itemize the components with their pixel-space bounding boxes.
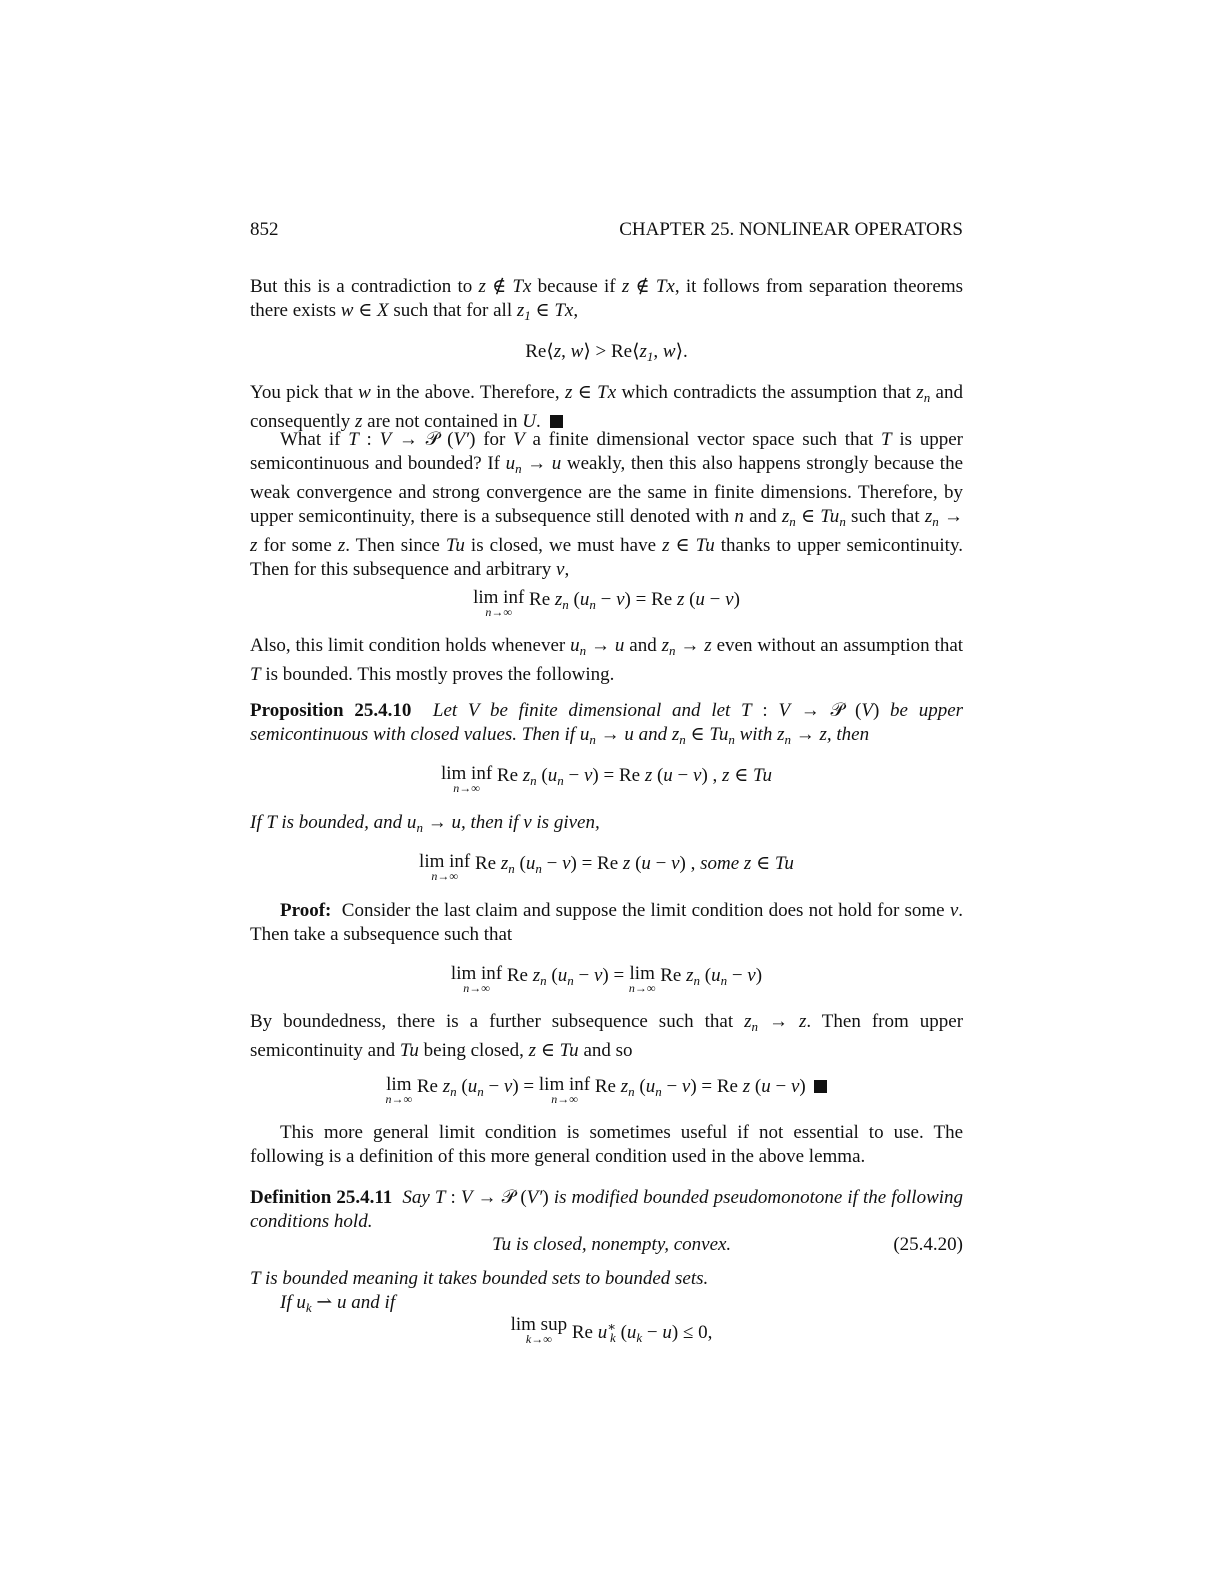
qed-symbol xyxy=(814,1080,827,1093)
equation-liminf-3: lim inf n→∞ Re $z_n$ $(u_n - v) = Re$ z (u − v) , some z ∈ Tu xyxy=(419,851,794,883)
equation-25-4-20 xyxy=(250,1233,963,1257)
paragraph-contradiction: But this is a contradiction to z ∉ Tx because if z ∉ Tx, it follows from separation theorems there exists w ∈ X such that for all $z_1$ ∈ Tx, xyxy=(250,276,963,323)
equation-conclusion: lim n→∞ Re $z_n$ $(u_n - v) = \lim$ inf n→∞ Re $z_n$ $(u_n - v) = Re$ z (u − v) xyxy=(250,1075,963,1105)
equation-tag: (25.4.20) xyxy=(893,1234,963,1255)
equation-limsup: lim sup k→∞ Re $u^∗_k$ $(u_k - u) \le 0$, xyxy=(510,1314,713,1346)
condition-closed-convex: Tu is closed, nonempty, convex. xyxy=(492,1234,732,1255)
proof-label: Proof: xyxy=(280,900,332,921)
equation-separation: Re⟨z, w⟩ > $Re⟨z_1$, w⟩. xyxy=(525,341,688,364)
equation-liminf-1: lim inf n→∞ Re $z_n$ $(u_n - v) = Re$ z (u − v) xyxy=(473,587,740,619)
chapter-title: CHAPTER 25. NONLINEAR OPERATORS xyxy=(619,219,963,240)
proposition-bounded-case: If T is bounded, and $u_n \to u$, then if v is given, xyxy=(250,812,600,835)
paragraph-finite-dimensional: What if T : V → 𝒫 (V′) for V a finite dimensional vector space such that T is upper semicontinuous and bounded? If $u_n \to u$ weakly, then this also happens strongly because the weak convergence and strong convergence are the same in finite dimensions. Therefore, by upper semicontinuity, there is a subsequence still denoted with n and $z_n$ ∈ $Tu_n$ such that $z_n \to z$ for some z. Then since Tu is closed, we must have z ∈ Tu thanks to upper semicontinuity. Then for this subsequence and arbitrary v, xyxy=(250,429,964,580)
paragraph-general-condition: This more general limit condition is sometimes useful if not essential to use. The following is a definition of this more general condition used in the above lemma. xyxy=(250,1122,963,1167)
definition-25-4-11: Definition 25.4.11 Say T : V → 𝒫 (V′) is modified bounded pseudomonotone if the following conditions hold. xyxy=(250,1187,964,1232)
proposition-label: Proposition 25.4.10 xyxy=(250,700,412,721)
proof-paragraph: Proof: Consider the last claim and suppose the limit condition does not hold for some v. Then take a subsequence such that xyxy=(250,900,963,945)
qed-symbol xyxy=(550,415,563,428)
paragraph-boundedness: By boundedness, there is a further subsequence such that $z_n \to z$. Then from upper semicontinuity and Tu being closed, z ∈ Tu and so xyxy=(250,1011,964,1061)
proposition-25-4-10: Proposition 25.4.10 Let V be finite dimensional and let T : V → 𝒫 (V) be upper semicontinuous with closed values. Then if $u_n \to u$ and $z_n$ ∈ $Tu_n$ with $z_n \to z$, then xyxy=(250,700,964,747)
page-number: 852 xyxy=(250,219,279,240)
condition-if-uk: If $u_k$ ⇀ u and if xyxy=(280,1292,396,1315)
running-header xyxy=(250,219,963,241)
equation-liminf-2: lim inf n→∞ Re $z_n$ $(u_n - v) = Re$ z (u − v) , z ∈ Tu xyxy=(440,763,773,795)
paragraph-limit-condition: Also, this limit condition holds whenever $u_n \to u$ and $z_n \to z$ even without an assumption that T is bounded. This mostly proves the following. xyxy=(250,635,964,685)
condition-bounded: T is bounded meaning it takes bounded sets to bounded sets. xyxy=(250,1268,709,1289)
paragraph-pick-w: You pick that w in the above. Therefore, z ∈ Tx which contradicts the assumption that $z_n$ and consequently z are not contained in U. xyxy=(250,382,963,432)
equation-subsequence: lim inf n→∞ Re $z_n$ $(u_n - v) = \lim$ n→∞ Re $z_n$ $(u_n - v)$ xyxy=(450,963,763,995)
definition-label: Definition 25.4.11 xyxy=(250,1187,393,1208)
